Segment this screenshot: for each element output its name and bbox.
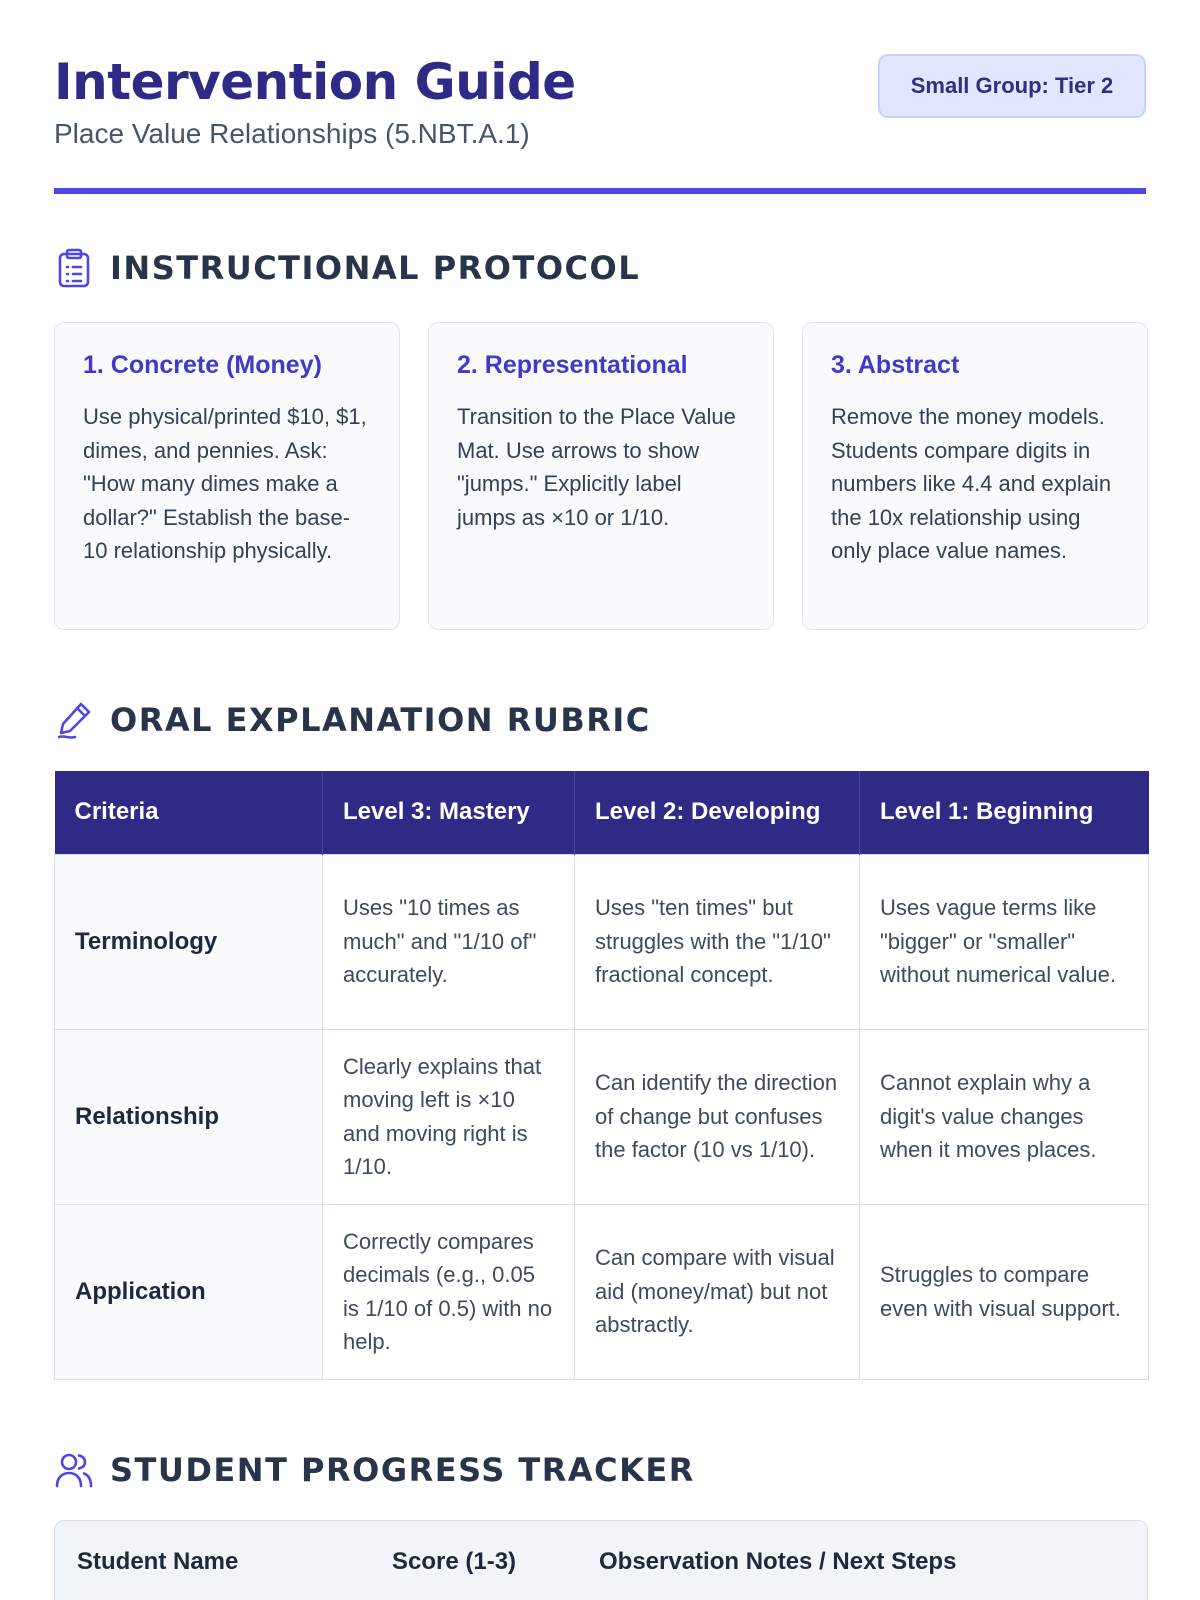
table-row [55,1204,1149,1379]
column-header: Level 3: Mastery [323,771,575,854]
clipboard-icon [54,248,94,288]
level1-cell: Struggles to compare even with visual support. [860,1204,1149,1379]
card-body: Remove the money models. Students compare digits in numbers like 4.4 and explain the 10x relationship using only place value names. [831,404,1112,563]
page-subtitle: Place Value Relationships (5.NBT.A.1) [54,118,530,149]
rubric-table [54,771,1149,1380]
protocol-heading: INSTRUCTIONAL PROTOCOL [110,249,641,287]
tracker-section-heading [54,1450,695,1490]
tier-badge: Small Group: Tier 2 [878,54,1146,118]
tracker-header-row [55,1521,1147,1600]
level1-cell: Uses vague terms like "bigger" or "smaller" without numerical value. [860,854,1149,1029]
page-header [54,0,1146,194]
criteria-cell: Terminology [55,854,323,1029]
card-title: 2. Representational [457,351,688,379]
table-row [55,854,1149,1029]
level3-cell: Correctly compares decimals (e.g., 0.05 is 1/10 of 0.5) with no help. [323,1204,575,1379]
card-title: 1. Concrete (Money) [83,351,322,379]
protocol-card-concrete [54,322,400,630]
level2-cell: Can compare with visual aid (money/mat) but not abstractly. [575,1204,860,1379]
card-body: Transition to the Place Value Mat. Use arrows to show "jumps." Explicitly label jumps as ×10 or 1/10. [457,404,736,530]
level3-cell: Uses "10 times as much" and "1/10 of" accurately. [323,854,575,1029]
column-header: Level 1: Beginning [860,771,1149,854]
protocol-card-abstract [802,322,1148,630]
criteria-cell: Application [55,1204,323,1379]
column-header: Observation Notes / Next Steps [599,1548,957,1575]
users-icon [54,1450,94,1490]
protocol-card-representational [428,322,774,630]
level2-cell: Can identify the direction of change but confuses the factor (10 vs 1/10). [575,1029,860,1204]
column-header: Score (1-3) [392,1548,517,1575]
card-title: 3. Abstract [831,351,960,379]
level1-cell: Cannot explain why a digit's value changes when it moves places. [860,1029,1149,1204]
rubric-header-row [55,771,1149,854]
level3-cell: Clearly explains that moving left is ×10 and moving right is 1/10. [323,1029,575,1204]
card-body: Use physical/printed $10, $1, dimes, and pennies. Ask: "How many dimes make a dollar?" Establish the base-10 relationship physically. [83,404,367,563]
column-header: Criteria [55,771,323,854]
protocol-cards [54,322,1148,630]
progress-tracker-table [54,1520,1148,1600]
protocol-section-heading [54,248,640,288]
rubric-heading: ORAL EXPLANATION RUBRIC [110,701,651,739]
criteria-cell: Relationship [55,1029,323,1204]
page-title: Intervention Guide [54,53,576,111]
rubric-section-heading [54,700,651,740]
level2-cell: Uses "ten times" but struggles with the "1/10" fractional concept. [575,854,860,1029]
table-row [55,1029,1149,1204]
column-header: Level 2: Developing [575,771,860,854]
tracker-heading: STUDENT PROGRESS TRACKER [110,1451,695,1489]
pen-icon [54,700,94,740]
column-header: Student Name [77,1548,239,1575]
